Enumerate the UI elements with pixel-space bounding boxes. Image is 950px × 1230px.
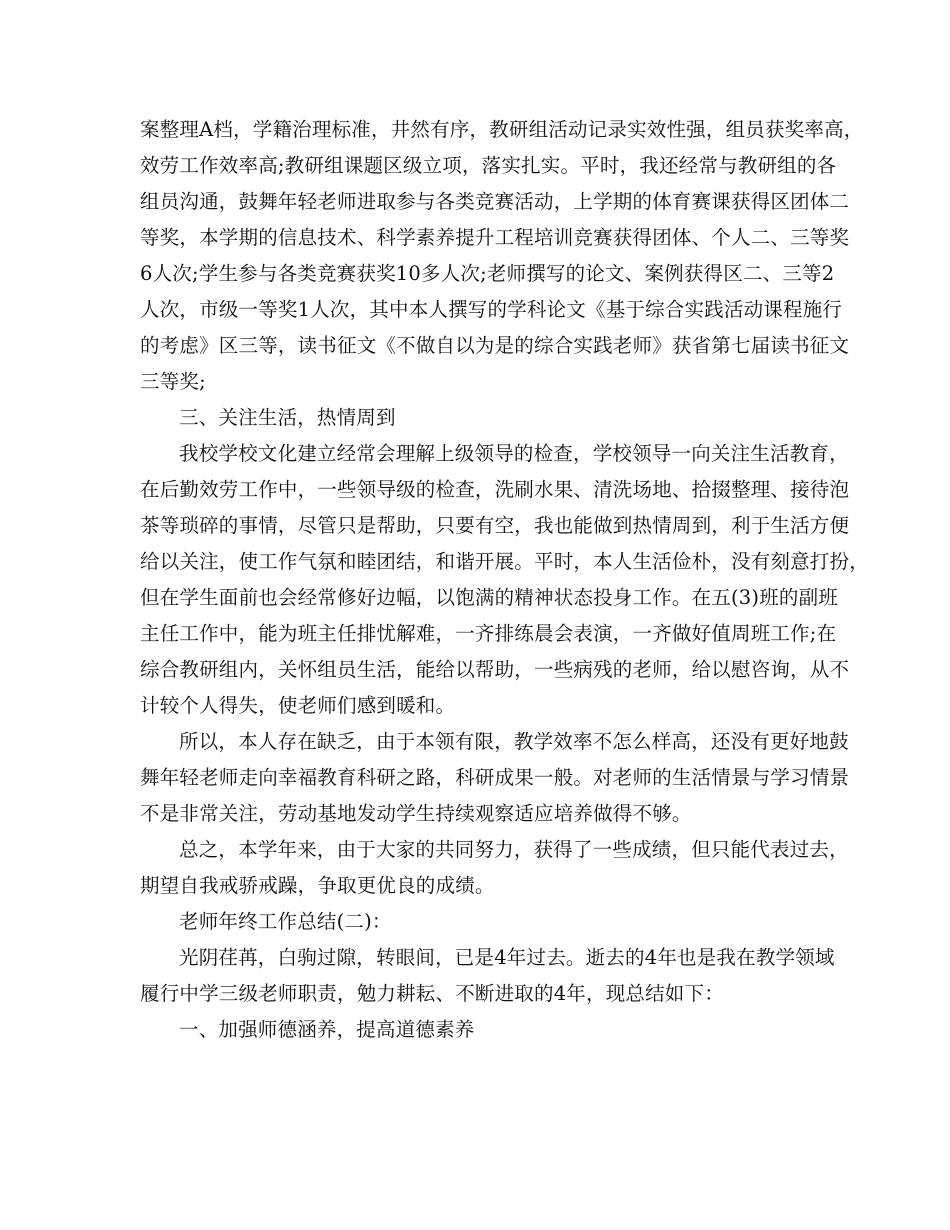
text-line: 不是非常关注，劳动基地发动学生持续观察适应培养做得不够。 bbox=[140, 802, 692, 825]
text-line: 6人次;学生参与各类竞赛获奖10多人次;老师撰写的论文、案例获得区二、三等2 bbox=[140, 262, 835, 285]
text-line: 所以，本人存在缺乏，由于本领有限，教学效率不怎么样高，还没有更好地鼓 bbox=[179, 730, 849, 753]
text-line: 老师年终工作总结(二)： bbox=[179, 910, 392, 933]
text-line: 总之，本学年来，由于大家的共同努力，获得了一些成绩，但只能代表过去， bbox=[179, 838, 849, 861]
document-body bbox=[140, 112, 869, 1048]
text-line: 茶等琐碎的事情，尽管只是帮助，只要有空，我也能做到热情周到，利于生活方便 bbox=[140, 514, 850, 537]
text-line: 案整理A档，学籍治理标准，井然有序，教研组活动记录实效性强，组员获奖率高， bbox=[140, 118, 864, 141]
text-line: 主任工作中，能为班主任排忧解难，一齐排练晨会表演，一齐做好值周班工作;在 bbox=[140, 622, 837, 645]
text-line: 在后勤效劳工作中，一些领导级的检查，洗刷水果、清洗场地、拾掇整理、接待泡 bbox=[140, 478, 850, 501]
text-line: 效劳工作效率高;教研组课题区级立项，落实扎实。平时，我还经常与教研组的各 bbox=[140, 154, 837, 177]
text-line: 履行中学三级老师职责，勉力耕耘、不断进取的4年，现总结如下： bbox=[140, 982, 724, 1005]
text-line: 三、关注生活，热情周到 bbox=[179, 406, 396, 429]
text-line: 我校学校文化建立经常会理解上级领导的检查，学校领导一向关注生活教育， bbox=[179, 442, 849, 465]
text-line: 计较个人得失，使老师们感到暖和。 bbox=[140, 694, 456, 717]
text-line: 一、加强师德涵养，提高道德素养 bbox=[179, 1018, 475, 1041]
text-line: 给以关注，使工作气氛和睦团结，和谐开展。平时，本人生活俭朴，没有刻意打扮， bbox=[140, 550, 869, 573]
text-line: 期望自我戒骄戒躁，争取更优良的成绩。 bbox=[140, 874, 495, 897]
text-line: 组员沟通，鼓舞年轻老师进取参与各类竞赛活动，上学期的体育赛课获得区团体二 bbox=[140, 190, 850, 213]
text-line: 综合教研组内，关怀组员生活，能给以帮助，一些病残的老师，给以慰咨询，从不 bbox=[140, 658, 850, 681]
text-line: 等奖，本学期的信息技术、科学素养提升工程培训竞赛获得团体、个人二、三等奖 bbox=[140, 226, 850, 249]
text-line: 三等奖; bbox=[140, 370, 206, 393]
text-line: 的考虑》区三等，读书征文《不做自以为是的综合实践老师》获省第七届读书征文 bbox=[140, 334, 850, 357]
text-line: 舞年轻老师走向幸福教育科研之路，科研成果一般。对老师的生活情景与学习情景 bbox=[140, 766, 850, 789]
text-line: 人次，市级一等奖1人次，其中本人撰写的学科论文《基于综合实践活动课程施行 bbox=[140, 298, 843, 321]
text-line: 光阴荏苒，白驹过隙，转眼间，已是4年过去。逝去的4年也是我在教学领域 bbox=[179, 946, 835, 969]
text-line: 但在学生面前也会经常修好边幅，以饱满的精神状态投身工作。在五(3)班的副班 bbox=[140, 586, 839, 609]
